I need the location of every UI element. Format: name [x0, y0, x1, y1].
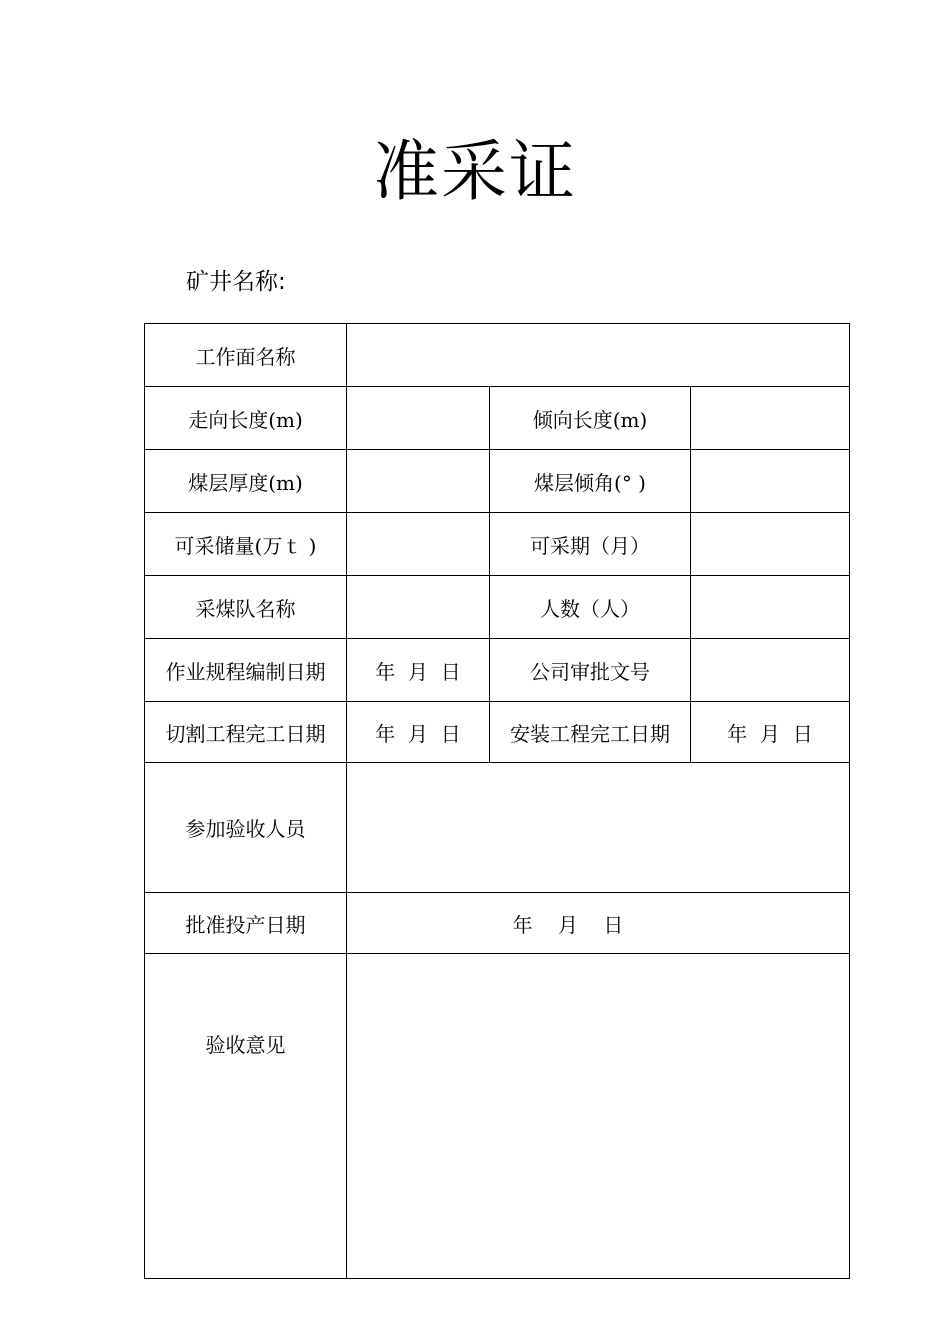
production-date-label: 批准投产日期	[145, 893, 347, 954]
strike-length-field[interactable]	[347, 387, 490, 450]
procedure-date-label: 作业规程编制日期	[145, 639, 347, 702]
seam-thickness-label: 煤层厚度(m)	[145, 450, 347, 513]
headcount-field[interactable]	[691, 576, 850, 639]
opinion-field[interactable]	[347, 954, 850, 1279]
procedure-date-field[interactable]: 年 月 日	[347, 639, 490, 702]
row-lengths	[145, 387, 850, 450]
row-seam	[145, 450, 850, 513]
row-workface-name	[145, 324, 850, 387]
seam-dip-field[interactable]	[691, 450, 850, 513]
approval-number-field[interactable]	[691, 639, 850, 702]
seam-dip-label: 煤层倾角(° )	[490, 450, 691, 513]
install-complete-field[interactable]: 年 月 日	[691, 702, 850, 763]
recoverable-period-field[interactable]	[691, 513, 850, 576]
team-name-label: 采煤队名称	[145, 576, 347, 639]
row-reserve	[145, 513, 850, 576]
recoverable-period-label: 可采期（月）	[490, 513, 691, 576]
opinion-label: 验收意见	[145, 954, 347, 1279]
strike-length-label: 走向长度(m)	[145, 387, 347, 450]
recoverable-reserve-label: 可采储量(万ｔ )	[145, 513, 347, 576]
permit-form-table	[144, 323, 850, 1279]
team-name-field[interactable]	[347, 576, 490, 639]
cutting-complete-field[interactable]: 年 月 日	[347, 702, 490, 763]
seam-thickness-field[interactable]	[347, 450, 490, 513]
recoverable-reserve-field[interactable]	[347, 513, 490, 576]
headcount-label: 人数（人）	[490, 576, 691, 639]
dip-length-label: 倾向长度(m)	[490, 387, 691, 450]
dip-length-field[interactable]	[691, 387, 850, 450]
production-date-field[interactable]: 年 月 日	[347, 893, 850, 954]
workface-name-label: 工作面名称	[145, 324, 347, 387]
inspectors-field[interactable]	[347, 763, 850, 893]
row-completion	[145, 702, 850, 763]
install-complete-label: 安装工程完工日期	[490, 702, 691, 763]
document-title: 准采证	[373, 133, 577, 210]
row-procedure	[145, 639, 850, 702]
row-team	[145, 576, 850, 639]
mine-name-label: 矿井名称:	[186, 269, 286, 295]
row-inspectors	[145, 763, 850, 893]
inspectors-label: 参加验收人员	[145, 763, 347, 893]
cutting-complete-label: 切割工程完工日期	[145, 702, 347, 763]
workface-name-field[interactable]	[347, 324, 850, 387]
approval-number-label: 公司审批文号	[490, 639, 691, 702]
row-opinion	[145, 954, 850, 1279]
row-production-date	[145, 893, 850, 954]
